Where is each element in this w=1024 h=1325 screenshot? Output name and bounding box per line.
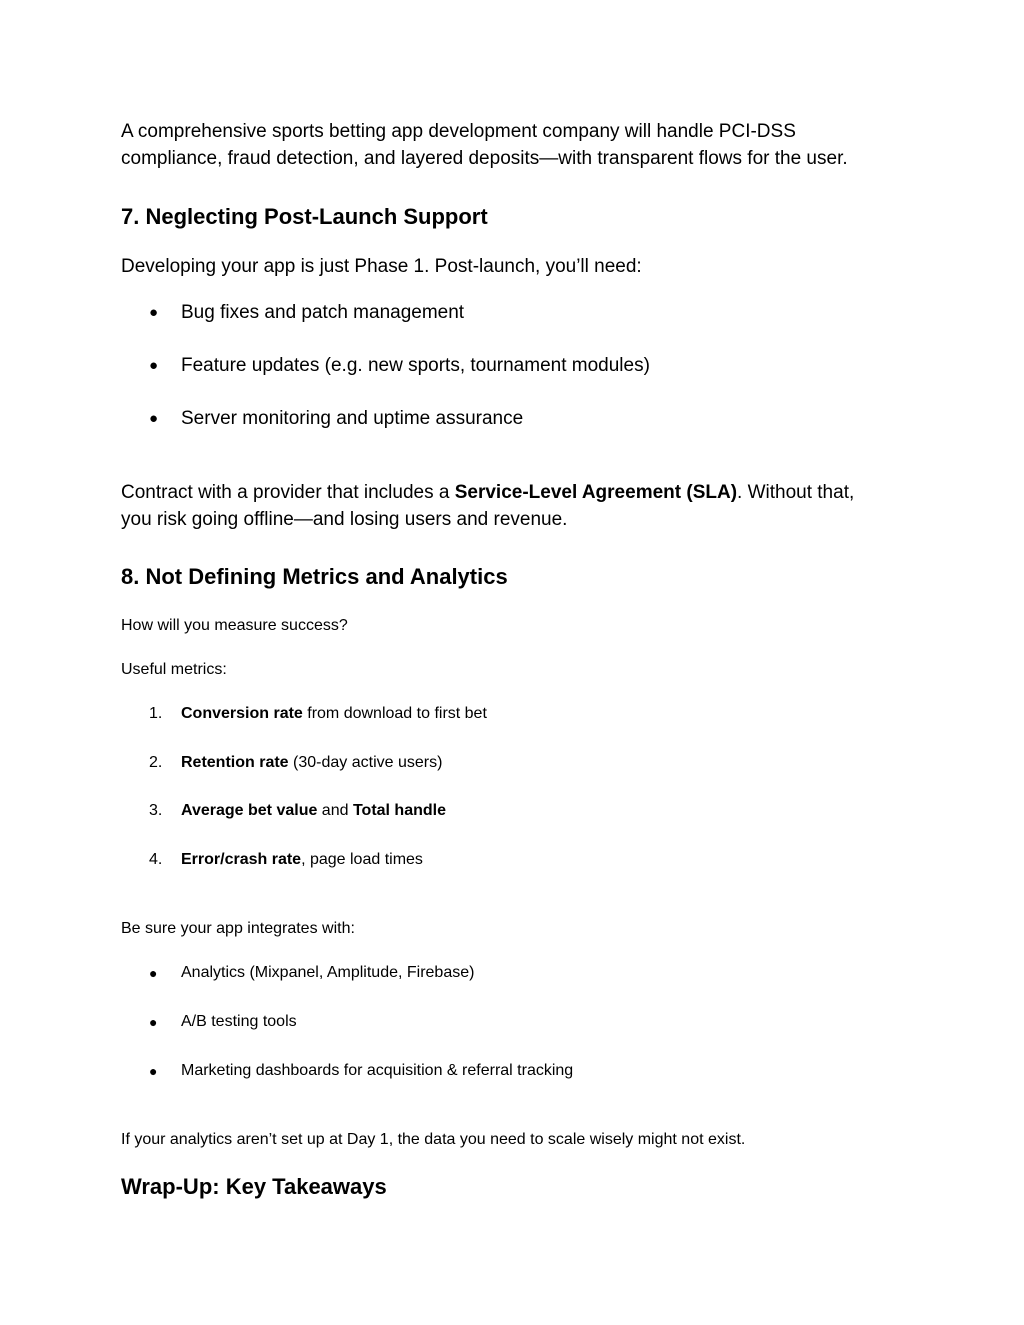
- metric-name: Average bet value: [181, 802, 318, 819]
- list-number: 2.: [149, 754, 163, 771]
- sla-term: Service-Level Agreement (SLA): [454, 482, 738, 503]
- contract-paragraph-line-1: [121, 479, 854, 506]
- bullet-icon: ●: [149, 304, 159, 321]
- list-item-text: Feature updates (e.g. new sports, tournament modules): [181, 355, 650, 376]
- metric-connector: and: [317, 802, 353, 819]
- contract-text: Contract with a provider that includes a: [121, 482, 455, 503]
- analytics-closing: If your analytics aren’t set up at Day 1, the data you need to scale wisely might not exist.: [121, 1131, 746, 1148]
- integrates-label: Be sure your app integrates with:: [121, 920, 355, 937]
- useful-metrics-label: Useful metrics:: [121, 661, 227, 678]
- bullet-icon: ●: [149, 965, 158, 981]
- list-number: 4.: [149, 851, 163, 868]
- list-item-text: Server monitoring and uptime assurance: [181, 408, 524, 429]
- list-number: 3.: [149, 802, 163, 819]
- contract-paragraph-line-2: you risk going offline—and losing users and revenue.: [121, 509, 568, 530]
- list-item-text: Analytics (Mixpanel, Amplitude, Firebase): [181, 964, 475, 981]
- list-number: 1.: [149, 705, 163, 722]
- list-item-text: Marketing dashboards for acquisition & referral tracking: [181, 1062, 574, 1079]
- bullet-icon: ●: [149, 357, 159, 374]
- intro-line-2: compliance, fraud detection, and layered deposits—with transparent flows for the user.: [121, 148, 848, 169]
- bullet-icon: ●: [149, 1063, 158, 1079]
- metric-name-2: Total handle: [352, 802, 446, 819]
- section-8-heading: 8. Not Defining Metrics and Analytics: [121, 564, 508, 589]
- metric-name: Conversion rate: [181, 705, 303, 722]
- list-item-text: Bug fixes and patch management: [181, 302, 465, 323]
- metric-name: Error/crash rate: [181, 851, 302, 868]
- metric-detail: , page load times: [301, 851, 423, 868]
- metric-detail: from download to first bet: [302, 705, 487, 722]
- metric-detail: (30-day active users): [288, 754, 443, 771]
- intro-line-1: A comprehensive sports betting app development company will handle PCI-DSS: [121, 121, 796, 142]
- contract-text-end: . Without that,: [737, 482, 855, 503]
- metric-name: Retention rate: [181, 754, 289, 771]
- list-item-text: A/B testing tools: [181, 1013, 297, 1030]
- bullet-icon: ●: [149, 1014, 158, 1030]
- section-8-question: How will you measure success?: [121, 617, 348, 634]
- bullet-icon: ●: [149, 410, 159, 427]
- section-7-lead: Developing your app is just Phase 1. Post-launch, you’ll need:: [121, 256, 642, 277]
- wrapup-heading: Wrap‑Up: Key Takeaways: [121, 1174, 387, 1199]
- section-7-heading: 7. Neglecting Post‑Launch Support: [121, 204, 488, 229]
